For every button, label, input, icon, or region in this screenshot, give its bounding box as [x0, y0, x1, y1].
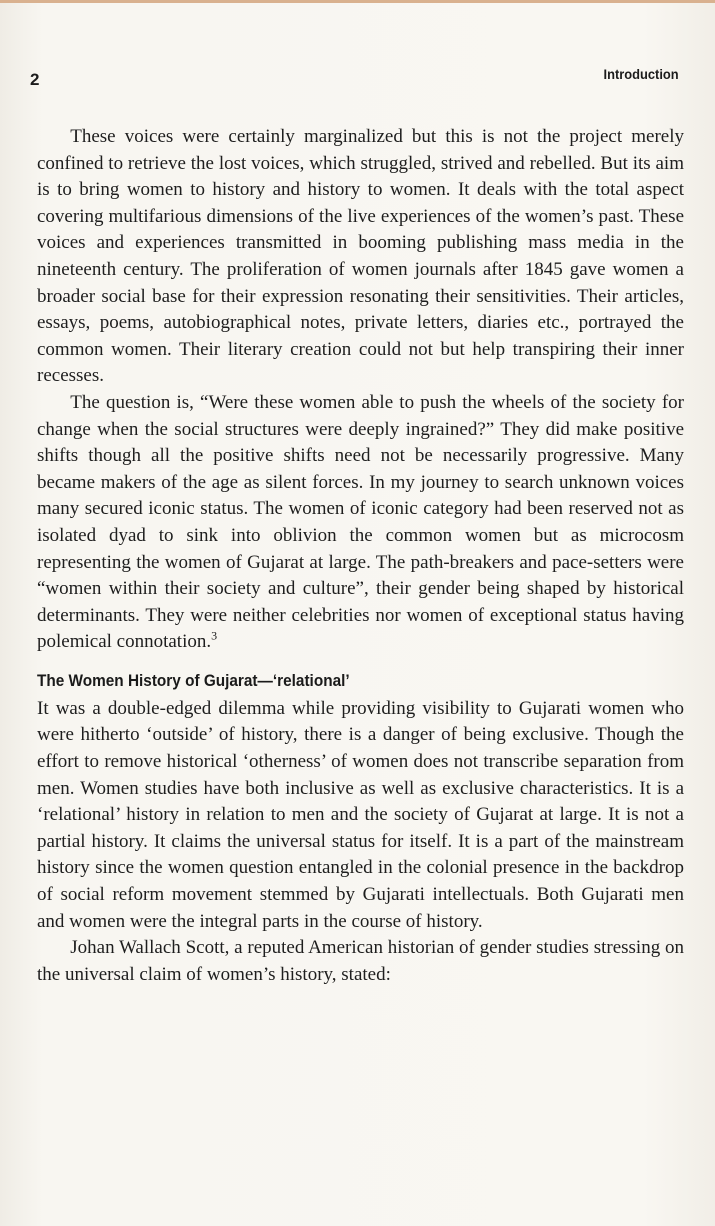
running-head: Introduction	[603, 66, 679, 82]
paragraph-2	[37, 390, 684, 656]
paragraph-1: These voices were certainly marginalized but this is not the project merely confined to retrieve the lost voices, which struggled, strived and rebelled. But its aim is to bring women to history and history to women. It deals with the total aspect covering multifarious dimensions of the live experiences of the women’s past. These voices and experiences transmitted in booming publishing mass media in the nineteenth century. The proliferation of women journals after 1845 gave women a broader social base for their expression resonating their sensitivities. Their articles, essays, poems, autobiographical notes, private letters, diaries etc., portrayed the common women. Their literary creation could not but help transpiring their inner recesses.	[37, 126, 684, 387]
footnote-marker: 3	[211, 628, 218, 643]
paragraph-3: It was a double-edged dilemma while providing visibility to Gujarati women who were hitherto ‘outside’ of history, there is a danger of being exclusive. Though the effort to remove historical ‘otherness’ of women does not transcribe separation from men. Women studies have both inclusive as well as exclusive characteristics. It is a ‘relational’ history in relation to men and the society of Gujarat at large. It is not a partial history. It claims the universal status for itself. It is a part of the mainstream history since the women question entangled in the colonial presence in the backdrop of social reform movement stemmed by Gujarati intellectuals. Both Gujarati men and women were the integral parts in the course of history.	[37, 697, 684, 932]
section-heading: The Women History of Gujarat—‘relational’	[37, 671, 350, 690]
body-text	[37, 124, 684, 988]
paragraph-2-text: The question is, “Were these women able to push the wheels of the society for change when the social structures were deeply ingrained?” They did make positive shifts though all the positive shifts need not be necessarily progressive. Many became makers of the age as silent forces. In my journey to search unknown voices many secured iconic status. The women of iconic category had been reserved not as isolated dyad to sink into oblivion the common women but as microcosm representing the women of Gujarat at large. The path-breakers and pace-setters were “women within their society and culture”, their gender being shaped by historical determinants. They were neither celebrities nor women of exceptional status having polemical connotation.	[37, 391, 684, 653]
page-number: 2	[30, 70, 40, 89]
paragraph-4: Johan Wallach Scott, a reputed American historian of gender studies stressing on the universal claim of women’s history, stated:	[37, 937, 684, 985]
page-top-edge	[0, 0, 715, 3]
